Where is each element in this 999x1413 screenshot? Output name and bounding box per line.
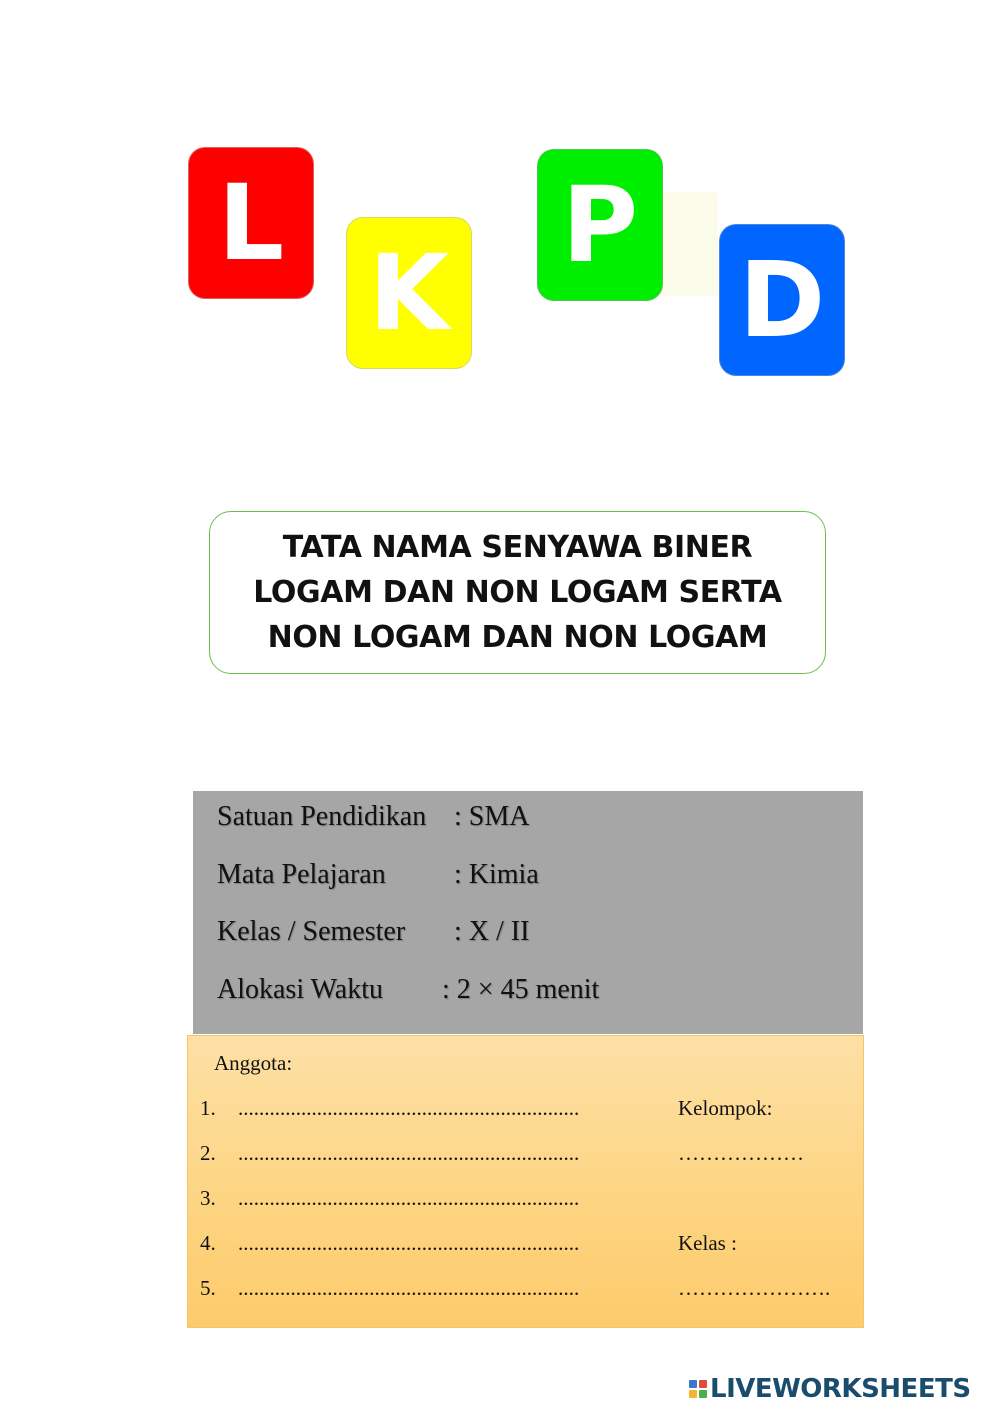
- logo-letter-k: K: [347, 218, 471, 368]
- logo-tile-shadow: [660, 192, 718, 296]
- logo-letter-l: L: [189, 148, 313, 298]
- logo-block-red: [699, 1380, 707, 1388]
- logo-letter-p: P: [538, 150, 662, 300]
- title-box: [209, 511, 826, 674]
- members-box: [187, 1035, 864, 1328]
- logo-block-blue: [689, 1380, 697, 1388]
- class-blank[interactable]: ………………….: [678, 1276, 831, 1300]
- group-blank[interactable]: ………………: [678, 1141, 804, 1165]
- class-label: Kelas :: [678, 1231, 737, 1255]
- members-heading: Anggota:: [214, 1051, 293, 1075]
- info-value: : 2 × 45 menit: [442, 974, 600, 1005]
- logo-block-yellow: [689, 1390, 697, 1398]
- info-label: Alokasi Waktu: [217, 974, 383, 1005]
- member-number: 3.: [200, 1186, 216, 1210]
- title-line-3: NON LOGAM DAN NON LOGAM: [267, 620, 768, 655]
- title-line-1: TATA NAMA SENYAWA BINER: [282, 530, 753, 565]
- info-label: Mata Pelajaran: [217, 859, 386, 890]
- info-label: Satuan Pendidikan: [217, 801, 427, 832]
- info-value: : SMA: [454, 801, 530, 832]
- info-value: : Kimia: [454, 859, 539, 890]
- member-name-blank[interactable]: .................................................................: [238, 1096, 580, 1120]
- info-value: : X / II: [454, 916, 530, 947]
- member-number: 2.: [200, 1141, 216, 1165]
- liveworksheets-brand: [689, 1372, 971, 1406]
- member-name-blank[interactable]: .................................................................: [238, 1186, 580, 1210]
- liveworksheets-logo-icon: [689, 1380, 707, 1398]
- group-label: Kelompok:: [678, 1096, 773, 1120]
- member-number: 4.: [200, 1231, 216, 1255]
- member-name-blank[interactable]: .................................................................: [238, 1276, 580, 1300]
- title-line-2: LOGAM DAN NON LOGAM SERTA: [253, 575, 782, 610]
- logo-block-green: [699, 1390, 707, 1398]
- info-label: Kelas / Semester: [217, 916, 406, 947]
- member-name-blank[interactable]: .................................................................: [238, 1141, 580, 1165]
- logo-letter-d: D: [720, 225, 844, 375]
- brand-text: LIVEWORKSHEETS: [710, 1374, 971, 1404]
- member-number: 1.: [200, 1096, 216, 1120]
- info-box: [193, 791, 863, 1034]
- member-number: 5.: [200, 1276, 216, 1300]
- member-name-blank[interactable]: .................................................................: [238, 1231, 580, 1255]
